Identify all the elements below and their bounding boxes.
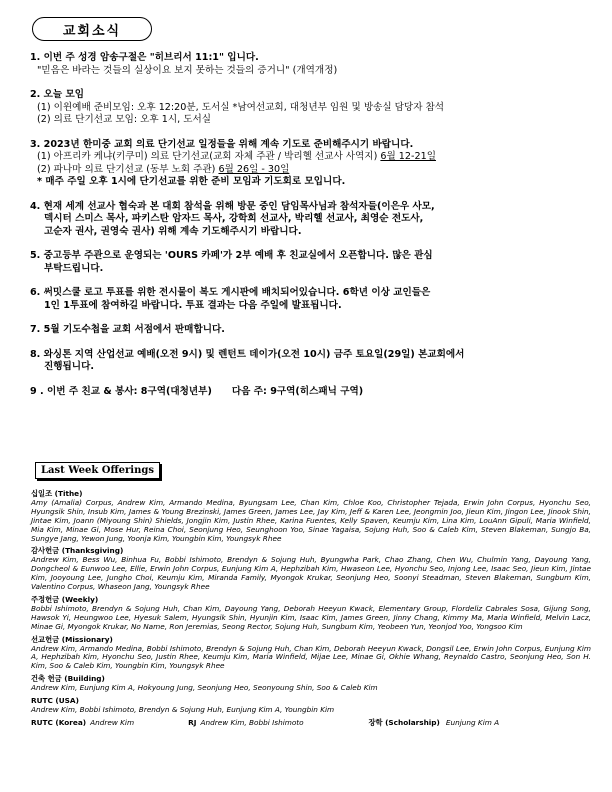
trip-kenya: (1) 아프리카 케냐(키쿠미) 의료 단기선교(교회 자체 주관 / 박리헬 선교사 사역지): [37, 151, 378, 162]
news-item-line: (1) 이윈예배 준비모임: 오후 12:20분, 도서실 *남여선교회, 대청년부 임원 및 방송실 담당자 참석: [37, 101, 445, 113]
news-item-1: [30, 52, 590, 77]
offering-names: Amy (Amalia) Corpus, Andrew Kim, Armando Medina, Byungsam Lee, Chan Kim, Chloe Koo, Christopher Tejada, Erwin John Corpus, Hyonchu Seo, Hyungsik Shin, Insub Kim, James & Young Brezinski, James Green, James Lee, Jay Kim, Jeff & Karen Lee, Jeongmin Joo, Jieun Kim, Jingon Lee, Jinook Shin, Jintae Kim, Joann (Miyoung Shin) Shields, Jongjin Kim, Justin Rhee, Karina Fuentes, Kelly Spaven, Keumju Kim, Lina Kim, LouAnn Gipuli, Maria Winfield, Mia Kim, Minae Gi, Mose Hur, Reina Choi, Seonjung Heo, Seunghoon Yoo, Sinae Yagaisa, Sojung Huh, Soo & Caleb Kim, Steven Blakeman, Sungjo Ba, Sungye Jang, Yewon Jung, Yoonja Kim, Youngbin Kim, Youngsyk Rhee: [31, 497, 591, 543]
offering-last-line: [31, 719, 591, 728]
news-item-9: [30, 386, 590, 399]
news-item-5: [30, 250, 590, 275]
offering-tithe: [31, 490, 591, 543]
news-item-line: [30, 151, 590, 164]
offering-names: Andrew Kim, Bess Wu, Binhua Fu, Bobbi Ishimoto, Brendyn & Sojung Huh, Byungwha Park, Chao Zhang, Chen Wu, Chulmin Yang, Dayoung Yang, Dongcheol & Eunwoo Lee, Ellie, Erwin John Corpus, Eunjung Kim A, Hephzibah Kim, Hwaseon Lee, Hyonchu Seo, Injong Lee, Isaac Seo, Jieun Kim, Jintae Kim, Jooyoung Lee, Jungho Choi, Keumju Kim, Miranda Family, Myongok Krukar, Seonjung Heo, Soonyi Steadman, Steven Blakeman, Sungbum Kim, Valentino Corpus, Whaseon Jang, Youngsyk Rhee: [31, 555, 591, 592]
trip-kenya-dates: 6월 12-21일: [380, 151, 436, 162]
trip-panama-dates: 6월 26일 - 30일: [218, 163, 290, 175]
news-item-line: 부탁드립니다.: [44, 262, 104, 274]
news-item-heading: 4. 현재 세계 선교사 협숙과 본 대회 참석을 위해 방문 중인 담임목사님과 참석자들(이은우 사모,: [30, 200, 435, 212]
offering-building: [31, 675, 591, 693]
offering-label: 감사헌금 (Thanksgiving): [31, 546, 124, 556]
news-item-line: 덱시터 스미스 목사, 파키스탄 암자드 목사, 강학희 선교사, 박리헬 선교사, 최영순 전도사,: [44, 213, 424, 224]
news-item-heading: 1. 이번 주 성경 암송구절은 "히브리서 11:1" 입니다.: [30, 52, 259, 63]
offerings-title: Last Week Offerings: [35, 462, 160, 479]
news-item-line: * 매주 주일 오후 1시에 단기선교를 위한 준비 모임과 기도회로 모입니다.: [37, 176, 346, 187]
offering-names: Andrew Kim, Eunjung Kim A, Hokyoung Jung, Seonjung Heo, Seonyoung Shin, Soo & Caleb Kim: [31, 683, 378, 693]
rutc-korea-names: Andrew Kim: [90, 717, 135, 727]
news-item-line: 진행됩니다.: [44, 361, 94, 372]
news-item-4: [30, 201, 590, 239]
offering-names: Bobbi Ishimoto, Brendyn & Sojung Huh, Chan Kim, Dayoung Yang, Deborah Heeyun Kwack, Elementary Group, Flordeliz Cabrales Sosa, Gijung Song, Hawsok Yi, Heungwoo Lee, Hyesuk Salem, Hyungsik Shin, Hyunjin Kim, Isaac Kim, James Green, Jinny Chang, Kimmy Ma, Maria Winfield, Melvin Lacz, Minae Gi, Myongok Krukar, No Name, Ron Jeremias, Seong Rector, Sojung Huh, Sungbum Kim, Yeobeen Yun, Yeonjod Yoo, Yongsoo Kim: [31, 603, 591, 631]
page-title: 교회소식: [32, 17, 152, 41]
fellowship-label: 9 . 이번 주 친교 & 봉사:: [30, 385, 138, 397]
offering-label: 건축 헌금 (Building): [31, 674, 105, 684]
news-item-heading: 6. 써밋스쿨 로고 투표를 위한 전시물이 복도 게시판에 배치되어있습니다. 6학년 이상 교인들은: [30, 287, 431, 298]
offering-rutc-usa: [31, 697, 591, 715]
news-item-line: [30, 164, 590, 177]
news-item-heading: 3. 2023년 한미중 교회 의료 단기선교 일정들을 위해 계속 기도로 준비해주시기 바랍니다.: [30, 138, 414, 150]
offering-label: 선교헌금 (Missionary): [31, 634, 113, 644]
news-item-2: [30, 89, 590, 127]
news-item-line: 고순자 권사, 권영숙 권사) 위해 계속 기도해주시기 바랍니다.: [44, 225, 302, 237]
offering-weekly: [31, 596, 591, 632]
offering-names: Andrew Kim, Armando Medina, Bobbi Ishimoto, Brendyn & Sojung Huh, Chan Kim, Deborah Heeyun Kwack, Dongsil Lee, Erwin John Corpus, Eunjung Kim A, Hephzibah Kim, Hyonchu Seo, Justin Rhee, Keumju Kim, Maria Winfield, Mijae Lee, Minae Gi, Okhie Whang, Reynaldo Castro, Seonjung Heo, Son H. Kim, Soo & Caleb Kim, Youngbin Kim, Youngsyk Rhee: [31, 643, 591, 671]
news-item-8: [30, 349, 590, 374]
offering-label: RUTC (USA): [31, 696, 79, 706]
offering-names: Andrew Kim, Bobbi Ishimoto, Brendyn & Sojung Huh, Eunjung Kim A, Youngbin Kim: [31, 704, 335, 714]
news-item-7: [30, 324, 590, 337]
trip-panama: (2) 파나마 의료 단기선교 (동부 노회 주관): [37, 163, 216, 175]
news-item-line: 1인 1투표에 참여하길 바랍니다. 투표 결과는 다음 주일에 발표됩니다.: [44, 299, 342, 311]
news-item-heading: 7. 5월 기도수첩을 교회 서점에서 판매합니다.: [30, 324, 225, 335]
rutc-korea-label: RUTC (Korea): [31, 717, 87, 727]
offering-label: 주정헌금 (Weekly): [31, 594, 99, 604]
fellowship-next-week: 9구역(히스패닉 구역): [270, 385, 364, 397]
news-item-heading: 2. 오늘 모임: [30, 89, 85, 100]
news-item-6: [30, 287, 590, 312]
fellowship-next-label: 다음 주:: [231, 385, 267, 397]
news-item-line: (2) 의료 단기선교 모임: 오후 1시, 도서실: [37, 114, 212, 125]
scholarship-label: 장학 (Scholarship): [368, 717, 440, 727]
fellowship-this-week: 8구역(대청년부): [140, 385, 212, 397]
offering-label: 십일조 (Tithe): [31, 489, 83, 498]
offering-thanksgiving: [31, 547, 591, 592]
offerings-list: [31, 490, 591, 728]
news-item-line: "믿음은 바라는 것들의 실상이요 보지 못하는 것들의 증거니" (개역개정): [37, 64, 338, 76]
rj-names: Andrew Kim, Bobbi Ishimoto: [200, 717, 304, 727]
news-item-heading: 5. 중고등부 주관으로 운영되는 'OURS 카페'가 2부 예배 후 친교실에서 오픈합니다. 많은 관심: [30, 250, 433, 261]
scholarship-names: Eunjung Kim A: [445, 717, 500, 727]
news-item-3: [30, 139, 590, 189]
news-list: [30, 52, 590, 410]
news-item-heading: 8. 와싱톤 지역 산업선교 예배(오전 9시) 및 렌턴트 데이가(오전 10시) 금주 토요일(29일) 본교회에서: [30, 348, 465, 360]
rj-label: RJ: [188, 717, 197, 727]
offering-missionary: [31, 636, 591, 672]
